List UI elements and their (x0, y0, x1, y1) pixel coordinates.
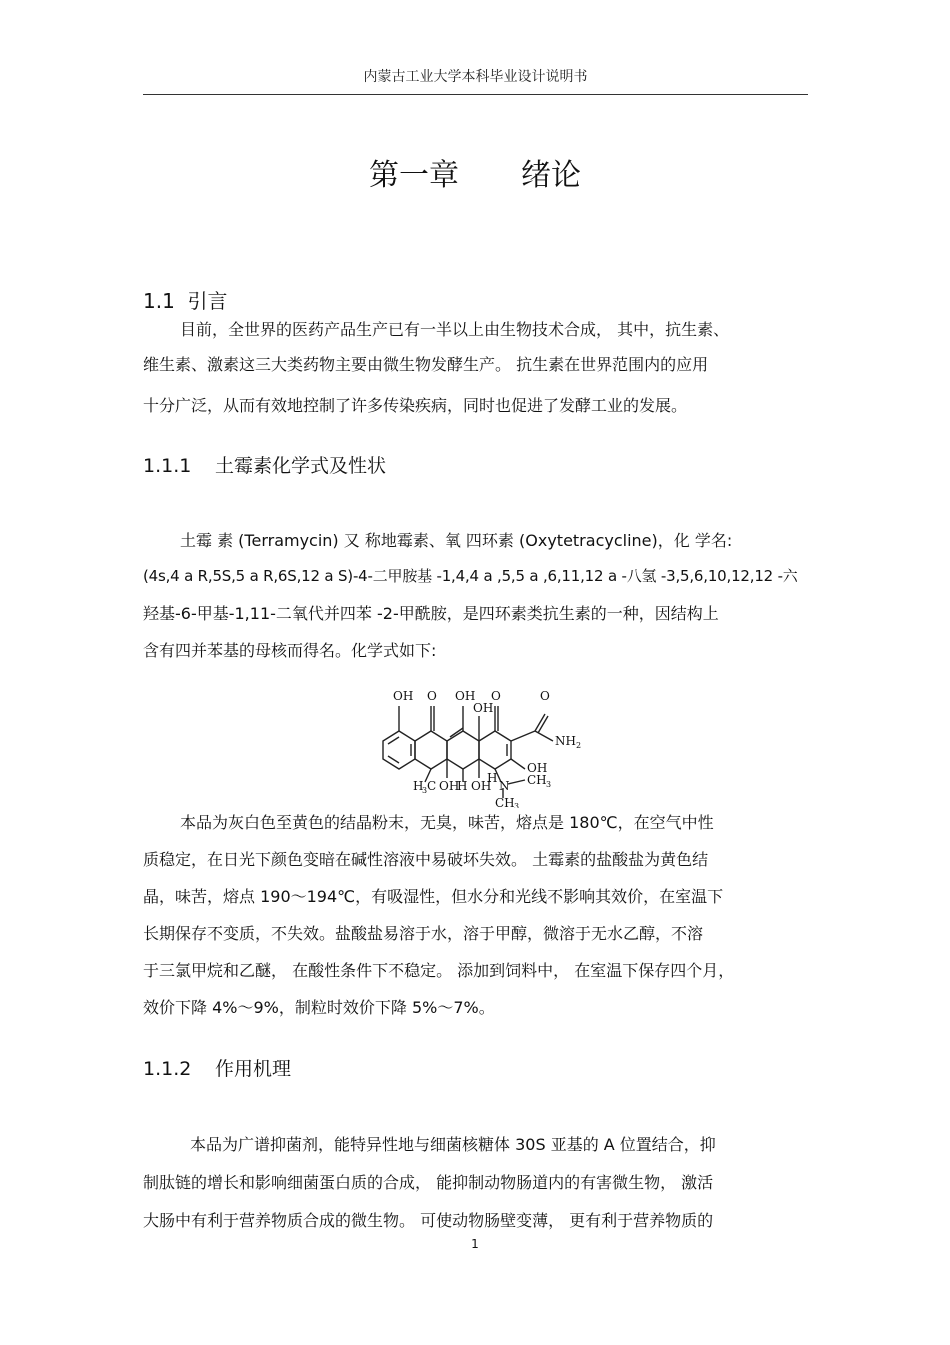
props-line-1: 本品为灰白色至黄色的结晶粉末，无臭，味苦，熔点是 180℃，在空气中性 (180, 813, 714, 832)
props-line-3: 晶，味苦，熔点 190～194℃，有吸湿性，但水分和光线不影响其效价，在室温下 (143, 887, 724, 906)
atom-h3c-subscript: 3 (422, 786, 428, 795)
chem-line-4: 含有四并苯基的母核而得名。化学式如下: (143, 641, 437, 660)
atom-ch3: CH (527, 773, 547, 787)
chapter-number: 第一章 (369, 158, 459, 193)
atom-ch3-subscript: 3 (514, 802, 520, 808)
atom-o: O (427, 689, 437, 703)
chem-line-1: 土霉 素 (Terramycin) 又 称地霉素、氧 四环素 (Oxytetracycline)，化 学名: (180, 531, 733, 550)
atom-h: H (457, 779, 468, 793)
section-heading-1-1-1 (143, 451, 386, 478)
ring-d (479, 731, 511, 769)
ring-a (383, 731, 415, 769)
atom-o: O (540, 689, 550, 703)
atom-labels (393, 689, 581, 808)
atom-oh: OH (393, 689, 414, 703)
atom-oh: OH (473, 701, 494, 715)
chapter-name: 绪论 (521, 158, 581, 193)
chem-line-2: (4s,4 a R,5S,5 a R,6S,12 a S)-4-二甲胺基 -1,4,4 a ,5,5 a ,6,11,12 a -八氢 -3,5,6,10,12,12 -六 (143, 567, 798, 585)
intro-line-1: 目前，全世界的医药产品生产已有一半以上由生物技术合成， 其中，抗生素、 (180, 320, 730, 339)
running-header: 内蒙古工业大学本科毕业设计说明书 (363, 69, 588, 85)
props-line-6: 效价下降 4%～9%，制粒时效价下降 5%～7%。 (143, 998, 495, 1017)
ring-c (447, 731, 479, 769)
atom-ch3-subscript: 3 (546, 780, 552, 789)
chem-line-3: 羟基-6-甲基-1,11-二氧代并四苯 -2-甲酰胺，是四环素类抗生素的一种，因结构上 (143, 604, 719, 623)
atom-o: O (491, 689, 501, 703)
mech-line-2: 制肽链的增长和影响细菌蛋白质的合成， 能抑制动物肠道内的有害微生物， 激活 (143, 1173, 714, 1192)
atom-oh: OH (471, 779, 492, 793)
intro-line-2: 维生素、激素这三大类药物主要由微生物发酵生产。 抗生素在世界范围内的应用 (143, 355, 709, 374)
mech-line-1: 本品为广谱抑菌剂，能特异性地与细菌核糖体 30S 亚基的 A 位置结合，抑 (190, 1135, 716, 1154)
atom-nh2: NH (555, 734, 576, 748)
section-title: 土霉素化学式及性状 (215, 455, 387, 477)
header-rule (143, 94, 808, 95)
section-number: 1.1.2 (143, 1058, 192, 1080)
section-heading-1-1 (143, 285, 228, 314)
atom-ch3: CH (495, 796, 515, 808)
atom-oh: OH (439, 779, 460, 793)
mech-line-3: 大肠中有利于营养物质合成的微生物。 可使动物肠壁变薄， 更有利于营养物质的 (143, 1211, 714, 1230)
atom-oh: OH (455, 689, 476, 703)
ring-b (415, 731, 447, 769)
intro-line-3: 十分广泛，从而有效地控制了许多传染疾病，同时也促进了发酵工业的发展。 (143, 396, 688, 415)
atom-n: N (499, 779, 510, 793)
atom-h3c-carbon: C (427, 779, 437, 793)
props-line-5: 于三氯甲烷和乙醚， 在酸性条件下不稳定。 添加到饲料中， 在室温下保存四个月， (143, 961, 735, 980)
atom-h: H (487, 771, 498, 785)
atom-h3c: H (413, 779, 424, 793)
section-number: 1.1 (143, 289, 175, 313)
props-line-2: 质稳定，在日光下颜色变暗在碱性溶液中易破坏失效。 土霉素的盐酸盐为黄色结 (143, 850, 709, 869)
oxytetracycline-structure-diagram (375, 686, 625, 808)
props-line-4: 长期保存不变质，不失效。盐酸盐易溶于水，溶于甲醇，微溶于无水乙醇，不溶 (143, 924, 704, 943)
section-heading-1-1-2 (143, 1054, 291, 1081)
section-title: 引言 (187, 289, 228, 313)
atom-nh2-subscript: 2 (576, 741, 582, 750)
page-number: 1 (471, 1237, 479, 1251)
section-title: 作用机理 (215, 1058, 292, 1080)
chapter-title (0, 150, 950, 194)
section-number: 1.1.1 (143, 455, 192, 477)
atom-oh: OH (527, 761, 548, 775)
